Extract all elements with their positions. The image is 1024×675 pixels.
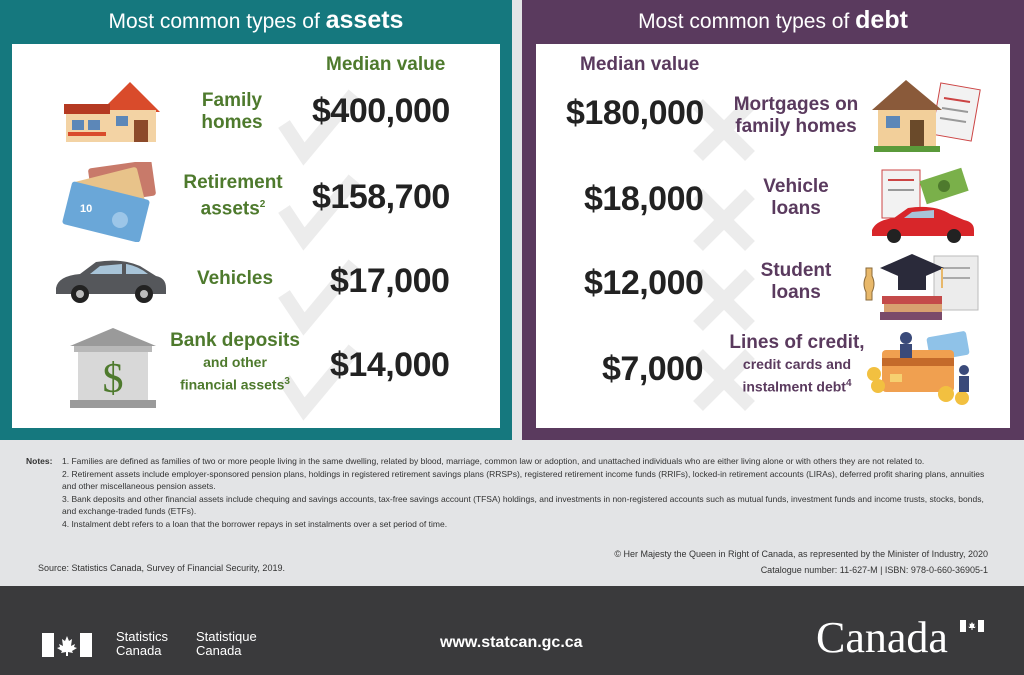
debt-label-lines-of-credit: Lines of credit, credit cards and instalment debt$^4$	[729, 332, 865, 395]
source-text: Source: Statistics Canada, Survey of Financial Security, 2019.	[38, 563, 285, 573]
asset-label-bank-deposits: Bank deposits and other financial assets$^3$	[170, 330, 300, 393]
debt-median-header: Median value	[580, 54, 700, 75]
catalogue-text: Catalogue number: 11-627-M | ISBN: 978-0-660-36905-1	[760, 565, 988, 575]
notes-list	[62, 455, 992, 531]
statcan-url-link[interactable]: www.statcan.gc.ca	[440, 634, 583, 651]
debt-title-prefix: Most common types of	[638, 10, 856, 33]
banknotes-icon	[60, 162, 164, 242]
graduation-cap-icon	[862, 248, 982, 324]
note-item: 4. Instalment debt refers to a loan that the borrower repays in set instalments over a set period of time.	[62, 519, 448, 529]
svg-text:$: $	[102, 356, 124, 402]
assets-median-header: Median value	[326, 54, 446, 75]
asset-value-bank-deposits: $14,000	[330, 346, 450, 384]
asset-row-bank-deposits	[12, 326, 500, 406]
canada-wordmark: Canada	[816, 613, 948, 662]
debt-value-lines-of-credit: $7,000	[602, 350, 703, 388]
assets-content	[12, 44, 500, 428]
debt-label-vehicle-loans: Vehicle loans	[763, 176, 829, 219]
debt-row-mortgages	[536, 80, 1010, 160]
debt-value-vehicle-loans: $18,000	[584, 180, 704, 218]
debt-value-mortgages: $180,000	[566, 94, 704, 132]
asset-label-family-homes: Family homes	[201, 90, 263, 133]
asset-value-family-homes: $400,000	[312, 92, 450, 130]
copyright-block	[614, 546, 988, 578]
debt-row-student-loans	[536, 248, 1010, 328]
assets-panel	[0, 0, 512, 440]
debt-label-mortgages: Mortgages on family homes	[733, 94, 859, 137]
notes-label: Notes:	[26, 456, 53, 466]
house-icon	[60, 80, 160, 144]
asset-row-family-homes	[12, 80, 500, 160]
debt-panel	[522, 0, 1024, 440]
asset-row-vehicles	[12, 246, 500, 326]
debt-label-student-loans: Student loans	[760, 260, 832, 303]
debt-title-bold: debt	[855, 6, 908, 34]
copyright-text: © Her Majesty the Queen in Right of Canada, as represented by the Minister of Industry, 2020	[614, 549, 988, 559]
note-item: 3. Bank deposits and other financial assets include chequing and savings accounts, tax-free savings account (TFSA) holdings, and investments in non-registered accounts such as mutual funds, investment funds and income trusts, stocks, bonds, and exchange-traded funds (ETFs).	[62, 494, 984, 516]
car-loan-icon	[868, 164, 980, 246]
debt-value-student-loans: $12,000	[584, 264, 704, 302]
assets-title-prefix: Most common types of	[108, 10, 326, 33]
bank-icon	[68, 326, 158, 410]
note-item: 2. Retirement assets include employer-sponsored pension plans, holdings in registered retirement savings plans (RRSPs), registered retirement income funds (RRIFs), locked-in retirement accounts (LIRAs), deferred profit sharing plans, annuities and other miscellaneous pension assets.	[62, 469, 985, 491]
assets-title-bold: assets	[325, 6, 404, 34]
house-mortgage-icon	[870, 76, 982, 156]
note-item: 1. Families are defined as families of two or more people living in the same dwelling, related by blood, marriage, common law or adoption, and unattached individuals who are either living alone or with others they are not related to.	[62, 456, 925, 466]
asset-label-vehicles: Vehicles	[196, 268, 274, 289]
canada-flag-icon	[42, 633, 92, 657]
debt-title	[522, 6, 1024, 36]
debt-row-vehicle-loans	[536, 164, 1010, 244]
asset-value-retirement: $158,700	[312, 178, 450, 216]
asset-value-vehicles: $17,000	[330, 262, 450, 300]
debt-row-lines-of-credit	[536, 328, 1010, 408]
credit-card-icon	[866, 328, 978, 408]
footer	[0, 586, 1024, 675]
debt-content	[536, 44, 1010, 428]
wordmark-flag-icon	[960, 620, 984, 632]
asset-row-retirement	[12, 162, 500, 242]
assets-title	[0, 6, 512, 36]
car-icon	[52, 256, 168, 306]
statcan-name-fr: Statistique Canada	[196, 629, 257, 658]
svg-text:10: 10	[80, 203, 93, 215]
asset-label-retirement: Retirement assets$^2$	[183, 172, 283, 220]
statcan-name-en: Statistics Canada	[116, 629, 169, 658]
